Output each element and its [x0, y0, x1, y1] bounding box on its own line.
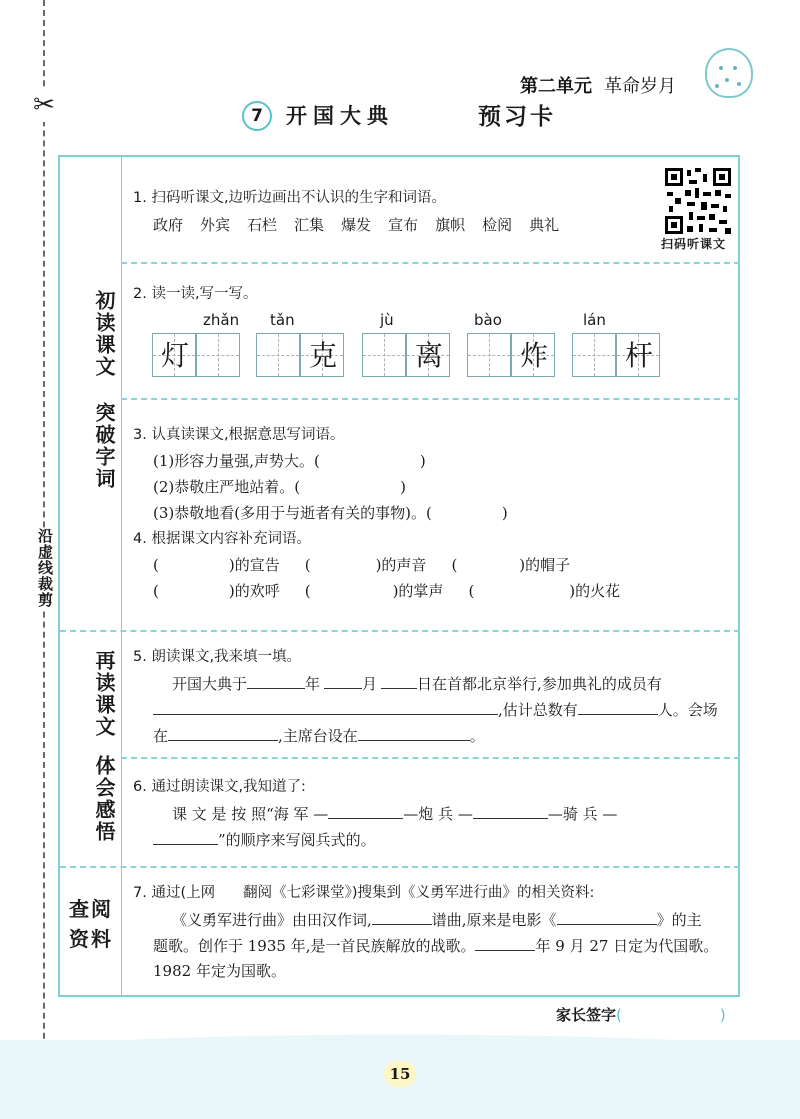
q5-prompt: 5. 朗读课文,我来填一填。	[133, 649, 302, 665]
mascot-icon	[705, 48, 753, 98]
q3-item-text: (3)恭敬地看(多用于与逝者有关的事物)。(	[153, 504, 432, 522]
section-breakthrough: 突破字词	[92, 402, 116, 490]
q3-item-2	[153, 476, 406, 498]
section-lookup: 查阅资料	[69, 897, 113, 951]
q7-prompt-text: 7. 通过(上网	[133, 885, 216, 901]
paren-open: (	[304, 556, 311, 574]
paren-open: (	[451, 556, 458, 574]
q7-text: 》的主	[656, 911, 702, 929]
pinyin: jù	[380, 311, 394, 329]
vocab-word: 宣布	[388, 216, 419, 234]
paren-close: )	[719, 1006, 726, 1024]
q6-line-2	[153, 828, 376, 851]
given-char: 炸	[519, 339, 548, 372]
answer-blank[interactable]	[324, 672, 362, 689]
writing-cell[interactable]	[572, 333, 616, 377]
paren-open: (	[153, 582, 159, 600]
section-first-read: 初读课文	[92, 290, 116, 378]
writing-cell[interactable]	[256, 333, 300, 377]
pinyin: lán	[583, 311, 606, 329]
scissors-icon: ✂	[30, 88, 58, 122]
row-divider	[121, 262, 740, 264]
q3-item-text: (1)形容力量强,声势大。(	[153, 452, 320, 470]
given-char: 克	[308, 339, 337, 372]
unit-theme: 革命岁月	[604, 76, 676, 97]
section-feel: 体会感悟	[92, 755, 116, 843]
answer-blank[interactable]	[153, 828, 218, 845]
vocab-word: 外宾	[200, 216, 231, 234]
q7-text: 《义勇军进行曲》由田汉作词,	[172, 911, 372, 929]
q7-text: 题歌。创作于 1935 年,是一首民族解放的战歌。	[153, 937, 476, 955]
q7-line-1	[172, 908, 702, 931]
qr-caption: 扫码听课文	[661, 237, 727, 251]
q6-text: —骑 兵 —	[547, 805, 618, 823]
vocab-word: 爆发	[341, 216, 372, 234]
signature-label: 家长签字	[556, 1006, 617, 1024]
vocab-word: 检阅	[482, 216, 513, 234]
unit-label: 第二单元	[520, 76, 592, 97]
q4-phrase: )的火花	[569, 582, 621, 600]
vocab-word: 汇集	[294, 216, 325, 234]
q6-text: ”的顺序来写阅兵式的。	[218, 831, 376, 849]
pinyin: zhǎn	[203, 311, 240, 329]
card-title: 预习卡	[478, 104, 556, 130]
q6-text: —炮 兵 —	[403, 805, 473, 823]
row-divider	[121, 398, 740, 400]
q4-prompt: 4. 根据课文内容补充词语。	[133, 531, 311, 547]
q5-text: 。	[469, 727, 485, 745]
worksheet-frame	[58, 155, 740, 997]
answer-blank[interactable]	[328, 802, 403, 819]
paren-open: (	[468, 582, 475, 600]
q7-line-3: 1982 年定为国歌。	[153, 962, 286, 980]
vocab-word: 石栏	[247, 216, 278, 234]
answer-blank[interactable]	[578, 698, 658, 715]
lesson-number: 7	[242, 101, 272, 131]
side-divider	[121, 157, 122, 995]
section-reread: 再读课文	[92, 650, 116, 738]
q3-item-1	[153, 450, 426, 472]
answer-blank[interactable]	[153, 698, 498, 715]
answer-blank[interactable]	[557, 908, 657, 925]
section-divider	[60, 630, 740, 632]
pinyin: bào	[474, 311, 502, 329]
paren-close: )	[400, 478, 406, 496]
given-char: 离	[414, 339, 443, 372]
q2-prompt: 2. 读一读,写一写。	[133, 286, 258, 302]
writing-cell	[152, 333, 196, 377]
answer-blank[interactable]	[358, 724, 470, 741]
q5-line-2	[153, 698, 718, 721]
q3-prompt: 3. 认真读课文,根据意思写词语。	[133, 427, 345, 443]
answer-blank[interactable]	[372, 908, 432, 925]
q7-text: 谱曲,原来是电影《	[431, 911, 557, 929]
vocab-word: 典礼	[529, 216, 560, 234]
q3-item-3	[153, 502, 508, 524]
section-divider	[60, 866, 740, 868]
given-char: 灯	[160, 339, 189, 372]
q5-text: 月	[362, 675, 378, 693]
page-number: 15	[384, 1061, 416, 1087]
qr-code-icon[interactable]	[665, 168, 731, 234]
q4-phrase: )的欢呼	[228, 582, 280, 600]
q7-prompt-text: 翻阅《七彩课堂》)搜集到《义勇军进行曲》的相关资料:	[243, 885, 595, 901]
writing-cell	[616, 333, 660, 377]
vocab-word: 旗帜	[435, 216, 466, 234]
q4-phrase: )的宣告	[228, 556, 280, 574]
q1-word-list	[153, 214, 576, 236]
writing-cell[interactable]	[362, 333, 406, 377]
q5-line-3	[153, 724, 485, 747]
writing-cell	[511, 333, 555, 377]
writing-cell[interactable]	[467, 333, 511, 377]
paren-close: )	[419, 452, 426, 470]
lesson-title: 开国大典	[286, 104, 394, 128]
cut-label: 沿虚线裁剪	[36, 528, 54, 608]
q7-text: 年 9 月 27 日定为代国歌。	[535, 937, 719, 955]
given-char: 杆	[624, 339, 653, 372]
vocab-word: 政府	[153, 216, 184, 234]
answer-blank[interactable]	[247, 672, 305, 689]
paren-close: )	[501, 504, 508, 522]
q4-phrase: )的掌声	[392, 582, 444, 600]
answer-blank[interactable]	[473, 802, 548, 819]
q6-text: 课 文 是 按 照“海 军 —	[172, 805, 329, 823]
pinyin: tǎn	[270, 311, 295, 329]
q4-phrase: )的声音	[375, 556, 427, 574]
answer-blank[interactable]	[168, 724, 278, 741]
q5-text: 开国大典于	[172, 675, 248, 693]
q7-line-2	[153, 934, 718, 957]
row-divider	[121, 757, 740, 759]
unit-header	[520, 72, 676, 98]
q5-text: ,主席台设在	[278, 727, 358, 745]
paren-open: (	[616, 1006, 622, 1024]
q5-text: 人。会场	[657, 701, 718, 719]
writing-cell	[406, 333, 450, 377]
q6-prompt: 6. 通过朗读课文,我知道了:	[133, 779, 306, 795]
answer-blank[interactable]	[475, 934, 535, 951]
q1-prompt: 1. 扫码听课文,边听边画出不认识的生字和词语。	[133, 190, 447, 206]
q3-item-text: (2)恭敬庄严地站着。(	[153, 478, 301, 496]
paren-open: (	[304, 582, 311, 600]
writing-cell	[300, 333, 344, 377]
q6-line-1	[172, 802, 617, 825]
q5-text: 日在首都北京举行,参加典礼的成员有	[417, 675, 662, 693]
answer-blank[interactable]	[381, 672, 417, 689]
q4-phrase: )的帽子	[519, 556, 571, 574]
q7-prompt	[133, 882, 594, 904]
q5-text: 在	[153, 727, 169, 745]
q4-row-1	[153, 554, 570, 576]
q4-row-2	[153, 580, 620, 602]
q5-text: 年	[305, 675, 321, 693]
q5-text: ,估计总数有	[498, 701, 578, 719]
paren-open: (	[153, 556, 159, 574]
writing-cell[interactable]	[196, 333, 240, 377]
q5-line-1	[172, 672, 662, 695]
